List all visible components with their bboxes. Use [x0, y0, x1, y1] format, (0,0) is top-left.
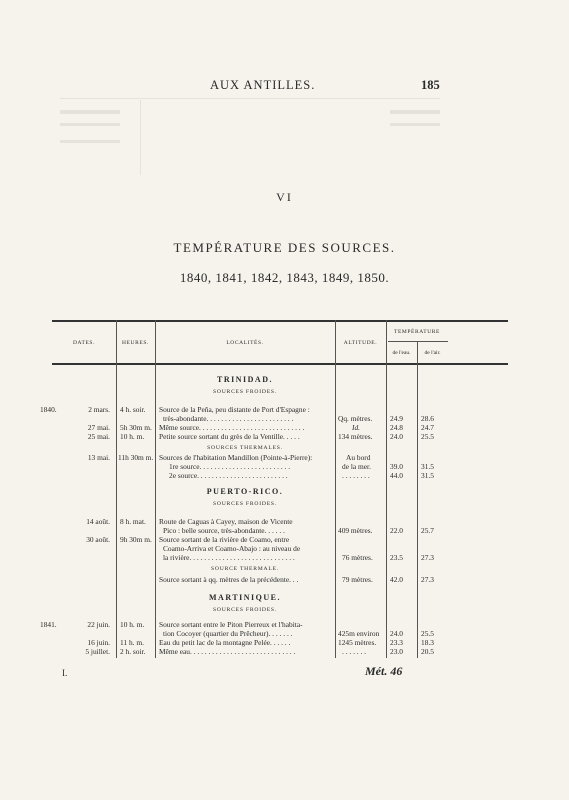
altitude: Au bord: [346, 453, 371, 462]
heure: 10 h. m.: [120, 432, 145, 441]
date: 16 juin.: [87, 638, 110, 647]
col-divider: [335, 320, 336, 658]
temp-eau: 22.0: [390, 526, 403, 535]
altitude: 1245 mètres.: [338, 638, 377, 647]
temp-eau: 42.0: [390, 575, 403, 584]
temp-air: 25.7: [421, 526, 434, 535]
date: 5 juillet.: [85, 647, 110, 656]
localite: la rivière. . . . . . . . . . . . . . . . . . . . . . . . . . . . .: [163, 553, 295, 562]
localite: Source sortant entre le Piton Pierreux et l'habita-: [159, 620, 303, 629]
date: 2 mars.: [88, 405, 110, 414]
localite: Petite source sortant du grès de la Ventille. . . . .: [159, 432, 300, 441]
altitude: . . . . . . .: [342, 647, 367, 656]
altitude: 409 mètres.: [338, 526, 373, 535]
altitude: Id.: [352, 423, 361, 432]
region-puerto-rico: PUERTO-RICO.: [206, 487, 284, 496]
date: 27 mai.: [87, 423, 110, 432]
signature-mark: I.: [62, 668, 68, 678]
show-through-ghost-table: [60, 95, 440, 175]
altitude: 76 mètres.: [342, 553, 373, 562]
section-title: TEMPÉRATURE DES SOURCES.: [173, 240, 396, 255]
temp-air: 20.5: [421, 647, 434, 656]
col-divider: [116, 320, 117, 658]
region-trinidad: TRINIDAD.: [217, 375, 273, 384]
heure: 8 h. mat.: [120, 517, 146, 526]
header-air: de l'air.: [424, 350, 441, 356]
heure: 4 h. soir.: [120, 405, 146, 414]
subhead-sources-froides: SOURCES FROIDES.: [212, 607, 278, 613]
temp-air: 25.5: [421, 432, 434, 441]
temp-eau: 24.0: [390, 629, 403, 638]
altitude: Qq. mètres.: [338, 414, 373, 423]
localite: Source de la Peña, peu distante de Port d'Espagne :: [159, 405, 310, 414]
temp-eau: 24.8: [390, 423, 403, 432]
met-signature: Mét. 46: [365, 664, 403, 678]
temp-eau: 23.0: [390, 647, 403, 656]
localite: Pico : belle source, très-abondante. . . . . .: [163, 526, 285, 535]
date: 30 août.: [86, 535, 110, 544]
temp-eau: 44.0: [390, 471, 403, 480]
heure: 2 h. soir.: [120, 647, 146, 656]
temp-eau: 39.0: [390, 462, 403, 471]
heure: 9h 30m m.: [120, 535, 152, 544]
temp-air: 28.6: [421, 414, 434, 423]
temp-air: 27.3: [421, 553, 434, 562]
heure: 10 h. m.: [120, 620, 145, 629]
localite: Sources de l'habitation Mandillon (Pointe-à-Pierre):: [159, 453, 313, 462]
subhead-sources-froides: SOURCES FROIDES.: [212, 501, 278, 507]
page-number: 185: [421, 78, 440, 92]
localite: Même eau. . . . . . . . . . . . . . . . . . . . . . . . . . . . .: [159, 647, 296, 656]
altitude: 425m environ: [338, 629, 380, 638]
localite: Même source. . . . . . . . . . . . . . . . . . . . . . . . . . . . .: [159, 423, 305, 432]
year: 1841.: [40, 620, 57, 629]
temperature-table: [40, 320, 508, 658]
col-divider: [417, 342, 418, 658]
temp-air: 18.3: [421, 638, 434, 647]
section-number: VI: [276, 190, 293, 204]
temp-eau: 23.5: [390, 553, 403, 562]
table-top-rule: [52, 320, 508, 322]
altitude: 134 mètres.: [338, 432, 373, 441]
temp-sub-rule: [388, 341, 448, 342]
altitude: de la mer.: [342, 462, 371, 471]
temp-air: 27.3: [421, 575, 434, 584]
temp-eau: 24.0: [390, 432, 403, 441]
localite: tion Cocoyer (quartier du Prêcheur). . . . . . .: [163, 629, 293, 638]
subhead-sources-thermales: SOURCES THERMALES.: [207, 445, 283, 451]
localite: Coamo-Arriva et Coamo-Abajo : au niveau de: [163, 544, 301, 553]
subhead-source-thermale: SOURCE THERMALE.: [210, 566, 280, 572]
header-eau: de l'eau.: [392, 350, 411, 356]
header-dates: DATES.: [72, 340, 96, 346]
heure: 11h 30m m.: [118, 453, 154, 462]
year: 1840.: [40, 405, 57, 414]
localite: Route de Caguas à Cayey, maison de Vicente: [159, 517, 293, 526]
temp-air: 31.5: [421, 471, 434, 480]
header-heures: HEURES.: [122, 340, 149, 346]
subhead-sources-froides: SOURCES FROIDES.: [212, 389, 278, 395]
running-head: [0, 78, 569, 98]
localite: 2e source. . . . . . . . . . . . . . . . . . . . . . . . .: [169, 471, 288, 480]
years-line: 1840, 1841, 1842, 1843, 1849, 1850.: [179, 270, 390, 285]
temp-eau: 23.3: [390, 638, 403, 647]
header-temperature: TEMPÉRATURE: [393, 329, 441, 335]
running-title: AUX ANTILLES.: [210, 78, 316, 92]
heure: 11 h. m.: [120, 638, 144, 647]
header-localites: LOCALITÉS.: [226, 340, 264, 346]
header-bottom-rule: [52, 363, 508, 365]
heure: 5h 30m m.: [120, 423, 152, 432]
temp-air: 25.5: [421, 629, 434, 638]
localite: Eau du petit lac de la montagne Pelée. . . . . .: [159, 638, 291, 647]
col-divider: [386, 320, 387, 658]
header-altitude: ALTITUDE.: [343, 340, 378, 346]
altitude: . . . . . . . .: [342, 471, 370, 480]
temp-air: 31.5: [421, 462, 434, 471]
localite: Source sortant de la rivière de Coamo, entre: [159, 535, 290, 544]
date: 14 août.: [86, 517, 110, 526]
date: 13 mai.: [87, 453, 110, 462]
altitude: 79 mètres.: [342, 575, 373, 584]
localite: 1re source. . . . . . . . . . . . . . . . . . . . . . . . .: [169, 462, 291, 471]
region-martinique: MARTINIQUE.: [209, 593, 281, 602]
temp-air: 24.7: [421, 423, 434, 432]
temp-eau: 24.9: [390, 414, 403, 423]
date: 25 mai.: [87, 432, 110, 441]
date: 22 juin.: [87, 620, 110, 629]
localite: Source sortant à qq. mètres de la précédente. . .: [159, 575, 299, 584]
localite: très-abondante. . . . . . . . . . . . . . . . . . . . . . . .: [163, 414, 294, 423]
